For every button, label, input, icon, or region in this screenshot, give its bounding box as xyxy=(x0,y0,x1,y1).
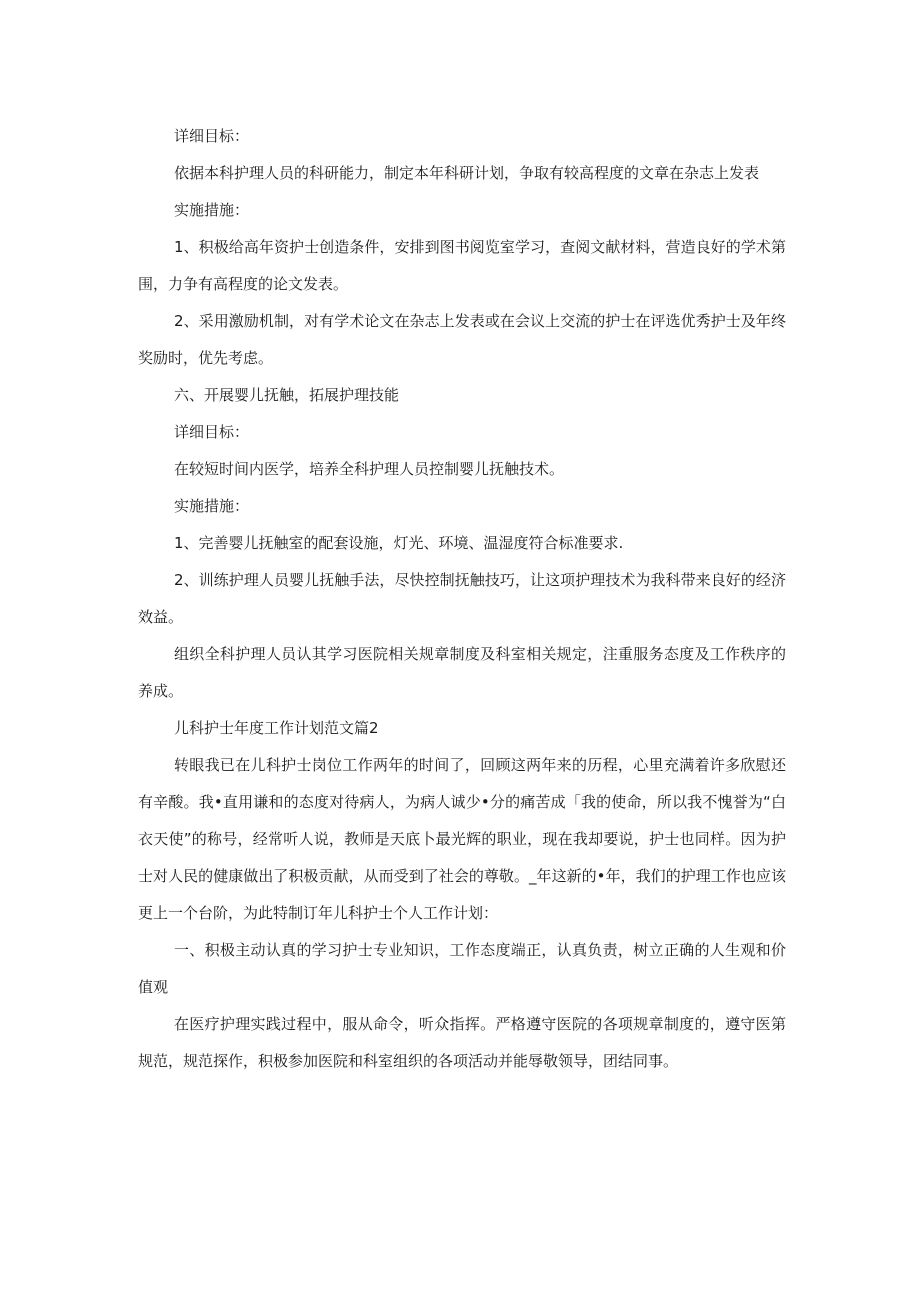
paragraph-article-title: 儿科护士年度工作计划范文篇2 xyxy=(174,719,379,737)
paragraph-research-goal: 依据本科护理人员的科研能力，制定本年科研计划，争取有较高程度的文章在杂志上发表 xyxy=(174,164,760,182)
paragraph-touch-goal: 在较短时间内医学，培养全科护理人员控制婴儿抚触技术。 xyxy=(174,460,565,478)
paragraph-measure-1-2: 2、采用激励机制，对有学术论文在杂志上发表或在会议上交流的护士在评选优秀护士及年终奖励时，优先考虑。 xyxy=(138,312,786,367)
paragraph-practice: 在医疗护理实践过程中，服从命令，听众指挥。严格遵守医院的各项规章制度的，遵守医第规范，规范探作，积极参加医院和科室组织的各项活动并能辱敬领导，团结同事。 xyxy=(138,1015,786,1070)
paragraph-section-six-heading: 六、开展婴儿抚触，拓展护理技能 xyxy=(174,386,400,404)
paragraph-heading-measures-1: 实施措施： xyxy=(174,201,250,219)
paragraph-point-one: 一、积极主动认真的学习护士专业知识，工作态度端正，认真负责，树立正确的人生观和价值观 xyxy=(138,941,786,996)
paragraph-intro: 转眼我已在儿科护士岗位工作两年的时间了，回顾这两年来的历程，心里充满着许多欣慰还有辛酸。我•直用谦和的态度对待病人，为病人诚少•分的痛苦成「我的使命，所以我不愧誉为“白衣天使”的称号，经常听人说，教师是天底卜最光辉的职业，现在我却要说，护士也同样。因为护士对人民的健康做出了积极贡献，从而受到了社会的尊敬。_年这新的•年，我们的护理工作也应该更上一个台阶，为此特制订年儿科护士个人工作计划： xyxy=(138,756,786,922)
paragraph-measure-2-2: 2、训练护理人员婴儿抚触手法，尽快控制抚触技巧，让这项护理技术为我科带来良好的经济效益。 xyxy=(138,571,786,626)
paragraph-organize-study: 组织全科护理人员认其学习医院相关规章制度及科室相关规定，注重服务态度及工作秩序的养成。 xyxy=(138,645,786,700)
paragraph-heading-measures-2: 实施措施： xyxy=(174,497,250,515)
document-body xyxy=(138,118,786,1080)
paragraph-heading-detail-goal-2: 详细目标： xyxy=(174,423,250,441)
paragraph-measure-1-1: 1、积极给高年资护士创造条件，安排到图书阅览室学习，查阅文献材料，营造良好的学术第围，力争有高程度的论文发表。 xyxy=(138,238,786,293)
paragraph-measure-2-1: 1、完善婴儿抚触室的配套设施，灯光、环境、温湿度符合标准要求. xyxy=(174,534,624,552)
paragraph-heading-detail-goal-1: 详细目标： xyxy=(174,127,250,145)
